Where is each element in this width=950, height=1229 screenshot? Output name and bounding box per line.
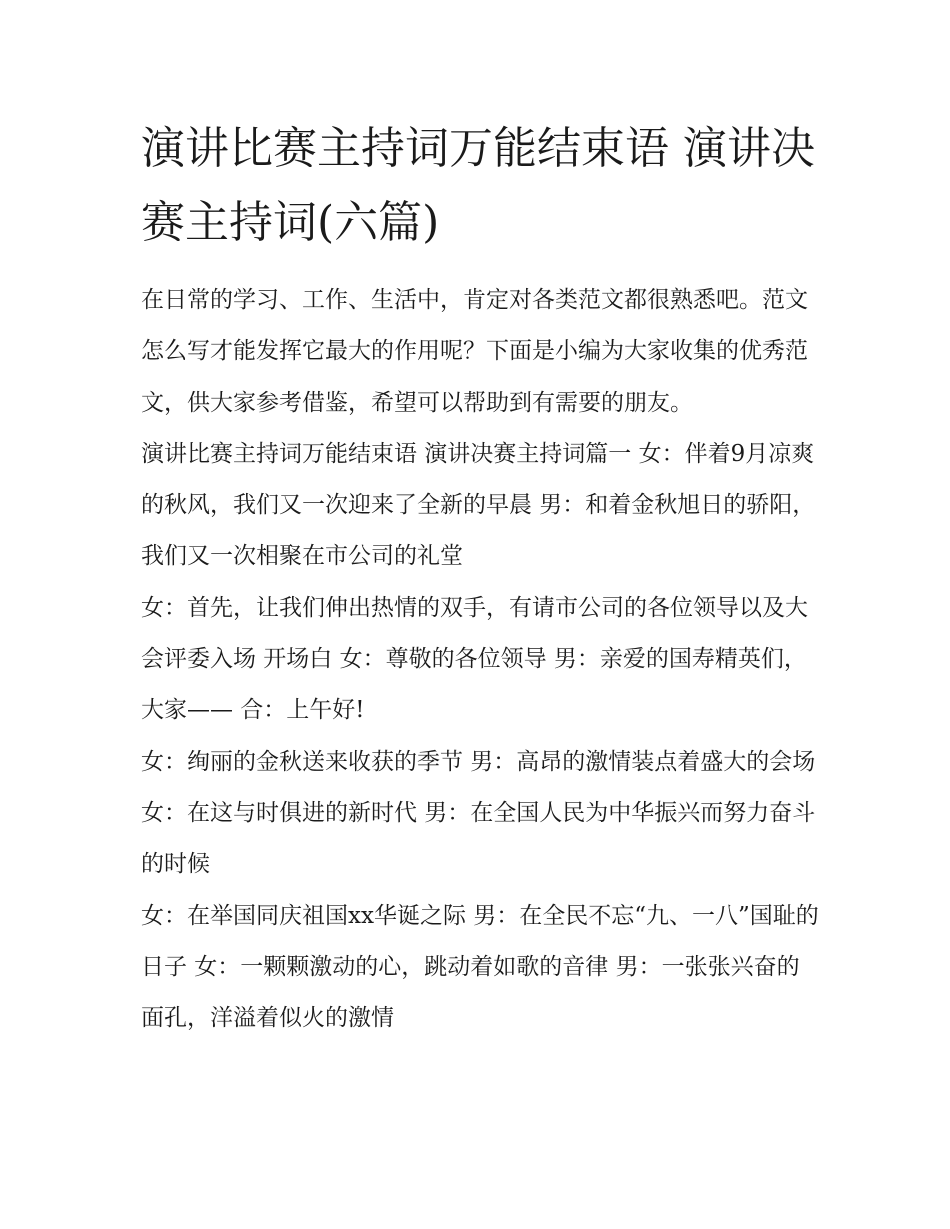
document-title: 演讲比赛主持词万能结束语 演讲决赛主持词(六篇) xyxy=(141,123,815,248)
paragraph-welcome: 女：首先，让我们伸出热情的双手，有请市公司的各位领导以及大会评委入场 开场白 女：尊敬的各位领导 男：亲爱的国寿精英们，大家—— 合：上午好! xyxy=(141,594,808,724)
document-body xyxy=(141,275,821,1044)
paragraph-opening: 演讲比赛主持词万能结束语 演讲决赛主持词篇一 女：伴着9月凉爽的秋风，我们又一次迎来了全新的早晨 男：和着金秋旭日的骄阳，我们又一次相聚在市公司的礼堂 xyxy=(141,440,816,570)
paragraph-season: 女：绚丽的金秋送来收获的季节 男：高昂的激情装点着盛大的会场 女：在这与时俱进的新时代 男：在全国人民为中华振兴而努力奋斗的时候 xyxy=(141,748,816,878)
paragraph-intro: 在日常的学习、工作、生活中，肯定对各类范文都很熟悉吧。范文怎么写才能发挥它最大的作用呢？下面是小编为大家收集的优秀范文，供大家参考借鉴，希望可以帮助到有需要的朋友。 xyxy=(141,287,808,416)
paragraph-celebration: 女：在举国同庆祖国xx华诞之际 男：在全民不忘“九、一八”国耻的日子 女：一颗颗激动的心，跳动着如歌的音律 男：一张张兴奋的面孔，洋溢着似火的激情 xyxy=(141,902,819,1032)
